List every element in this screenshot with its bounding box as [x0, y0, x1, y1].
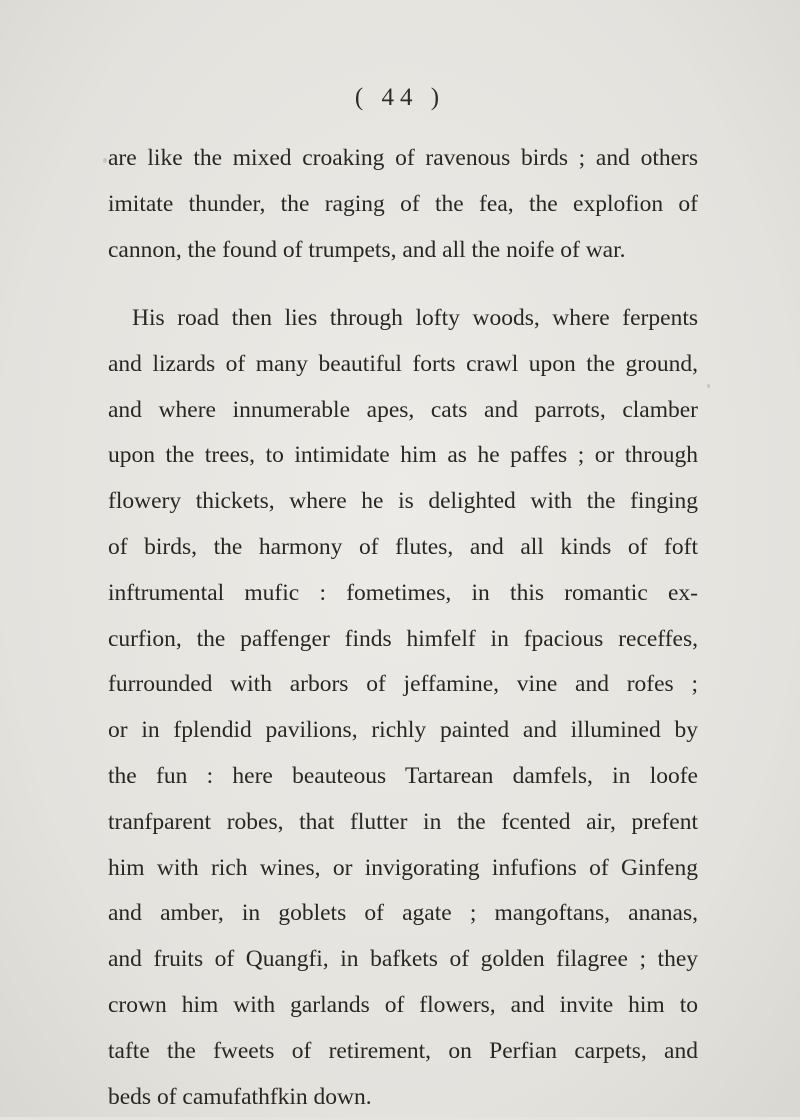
- text-line: the fun : here beauteous Tartarean damfels, in loofe: [108, 762, 698, 789]
- text-line: furrounded with arbors of jeffamine, vine and rofes ;: [108, 671, 698, 698]
- page-number-header: ( 44 ): [354, 84, 446, 111]
- text-line: or in fplendid pavilions, richly painted and illumined by: [108, 717, 698, 744]
- text-line: flowery thickets, where he is delighted with the finging: [108, 488, 698, 515]
- text-line: and amber, in goblets of agate ; mangoftans, ananas,: [108, 900, 698, 927]
- text-line: inftrumental mufic : fometimes, in this romantic ex-: [108, 579, 698, 606]
- text-line: imitate thunder, the raging of the fea, the explofion of: [108, 190, 698, 217]
- text-line: crown him with garlands of flowers, and invite him to: [108, 991, 698, 1018]
- text-line: curfion, the paffenger finds himfelf in fpacious receffes,: [108, 625, 698, 652]
- text-line: are like the mixed croaking of ravenous birds ; and others: [108, 145, 698, 171]
- ink-speck: [707, 384, 710, 388]
- text-line: upon the trees, to intimidate him as he paffes ; or through: [108, 442, 698, 469]
- ink-speck: [103, 158, 107, 163]
- text-line: of birds, the harmony of flutes, and all kinds of foft: [108, 533, 698, 560]
- text-line: tranfparent robes, that flutter in the fcented air, prefent: [108, 808, 698, 835]
- text-line: and lizards of many beautiful forts crawl upon the ground,: [108, 350, 698, 377]
- text-line: and fruits of Quangfi, in bafkets of golden filagree ; they: [108, 946, 698, 973]
- paragraph-2: [108, 296, 698, 1120]
- text-line: him with rich wines, or invigorating infufions of Ginfeng: [108, 854, 698, 881]
- text-line: His road then lies through lofty woods, where ferpents: [132, 305, 698, 331]
- paragraph-1: [108, 136, 698, 273]
- text-line: tafte the fweets of retirement, on Perfian carpets, and: [108, 1037, 698, 1064]
- text-line: and where innumerable apes, cats and parrots, clamber: [108, 396, 698, 423]
- text-line: beds of camufathfkin down.: [108, 1083, 372, 1110]
- text-line: cannon, the found of trumpets, and all the noife of war.: [108, 236, 626, 263]
